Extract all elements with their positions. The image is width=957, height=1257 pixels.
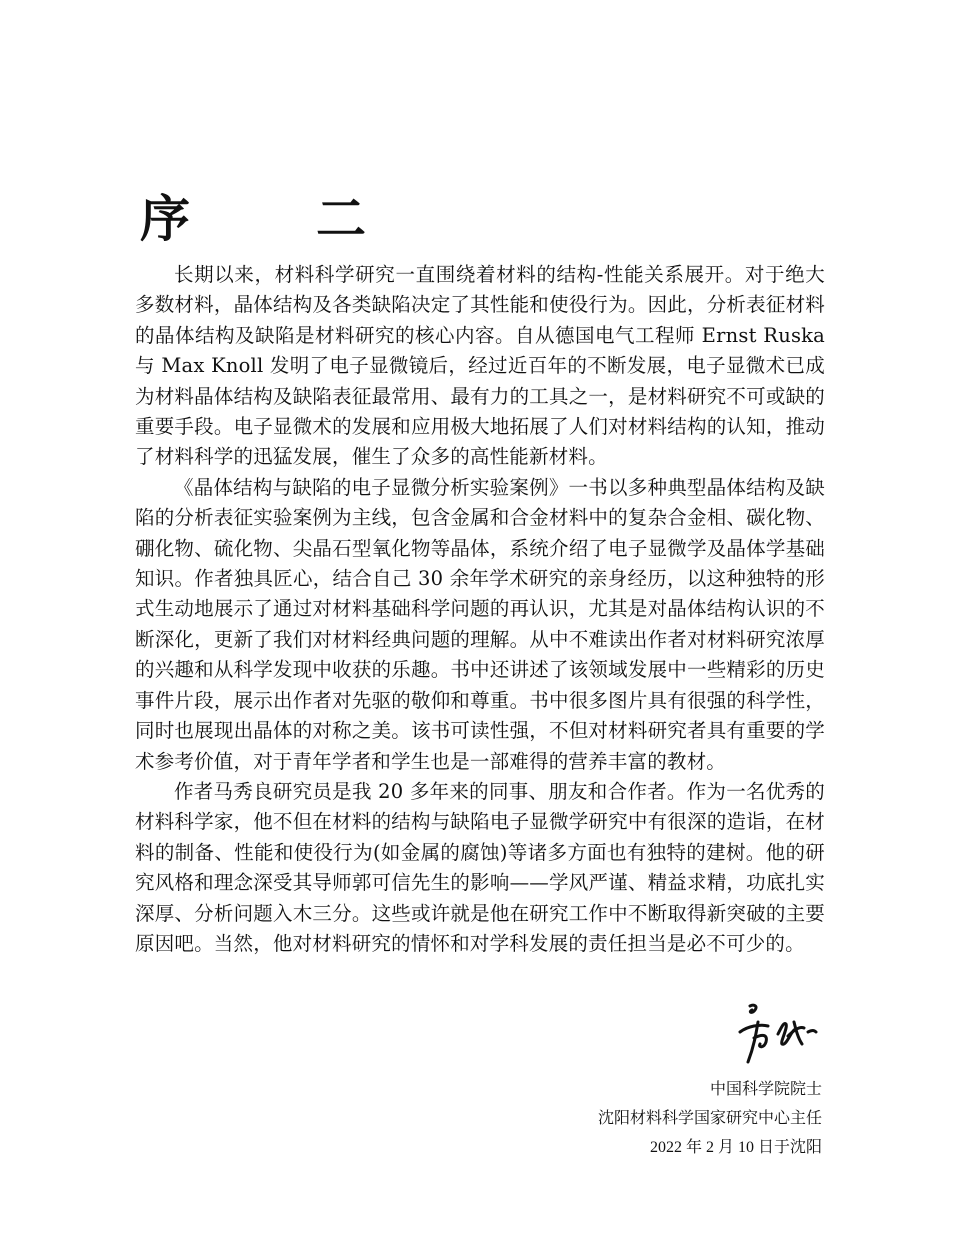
signoff-position: 沈阳材料科学国家研究中心主任	[597, 1110, 822, 1127]
signoff-date: 2022 年 2 月 10 日于沈阳	[649, 1139, 822, 1156]
paragraph-1: 长期以来，材料科学研究一直围绕着材料的结构-性能关系展开。对于绝大多数材料，晶体结构及各类缺陷决定了其性能和使役行为。因此，分析表征材料的晶体结构及缺陷是材料研究的核心内容。自从德国电气工程师 Ernst Ruska 与 Max Knoll 发明了电子显微镜后，经过近百年的不断发展，电子显微术已成为材料晶体结构及缺陷表征最常用、最有力的工具之一，是材料研究不可或缺的重要手段。电子显微术的发展和应用极大地拓展了人们对材料结构的认知，推动了材料科学的迅猛发展，催生了众多的高性能新材料。	[135, 263, 825, 469]
handwritten-signature-icon	[728, 1000, 828, 1070]
title-char-1: 序	[140, 189, 190, 248]
preface-body	[135, 260, 825, 959]
paragraph-2: 《晶体结构与缺陷的电子显微分析实验案例》一书以多种典型晶体结构及缺陷的分析表征实验案例为主线，包含金属和合金材料中的复杂合金相、碳化物、硼化物、硫化物、尖晶石型氧化物等晶体，系统介绍了电子显微学及晶体学基础知识。作者独具匠心，结合自己 30 余年学术研究的亲身经历，以这种独特的形式生动地展示了通过对材料基础科学问题的再认识，尤其是对晶体结构认识的不断深化，更新了我们对材料经典问题的理解。从中不难读出作者对材料研究浓厚的兴趣和从科学发现中收获的乐趣。书中还讲述了该领域发展中一些精彩的历史事件片段，展示出作者对先驱的敬仰和尊重。书中很多图片具有很强的科学性，同时也展现出晶体的对称之美。该书可读性强，不但对材料研究者具有重要的学术参考价值，对于青年学者和学生也是一部难得的营养丰富的教材。	[135, 475, 825, 773]
page-title	[140, 184, 380, 254]
signoff-block	[422, 1075, 822, 1162]
paragraph-3: 作者马秀良研究员是我 20 多年来的同事、朋友和合作者。作为一名优秀的材料科学家，他不但在材料的结构与缺陷电子显微学研究中有很深的造诣，在材料的制备、性能和使役行为(如金属的腐蚀)等诸多方面也有独特的建树。他的研究风格和理念深受其导师郭可信先生的影响——学风严谨、精益求精，功底扎实深厚、分析问题入木三分。这些或许就是他在研究工作中不断取得新突破的主要原因吧。当然，他对材料研究的情怀和对学科发展的责任担当是必不可少的。	[135, 779, 825, 955]
title-char-2: 二	[316, 189, 366, 248]
signoff-title: 中国科学院院士	[709, 1081, 822, 1098]
